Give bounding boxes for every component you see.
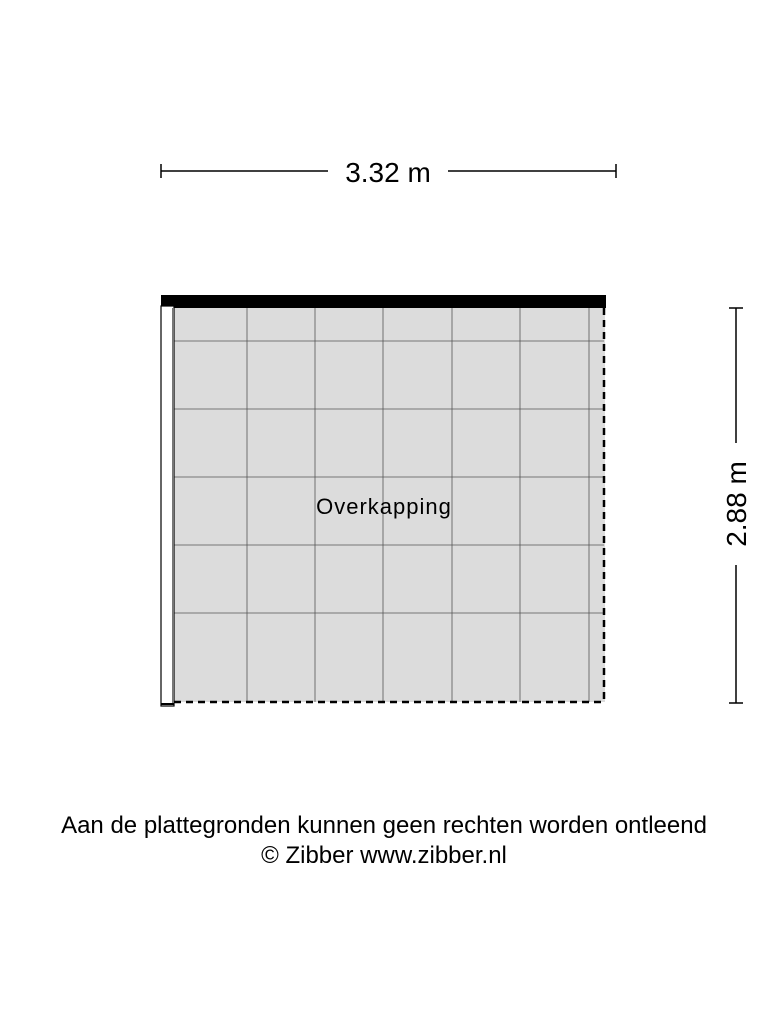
height-dimension-label: 2.88 m (721, 461, 752, 547)
width-dimension-label: 3.32 m (345, 157, 431, 188)
footer-copyright: © Zibber www.zibber.nl (261, 842, 507, 869)
footer-disclaimer: Aan de plattegronden kunnen geen rechten worden ontleend (61, 812, 707, 839)
room (161, 295, 606, 706)
room-label: Overkapping (316, 494, 452, 519)
height-dimension (721, 308, 752, 703)
width-dimension (161, 157, 616, 188)
top-wall (161, 295, 606, 308)
